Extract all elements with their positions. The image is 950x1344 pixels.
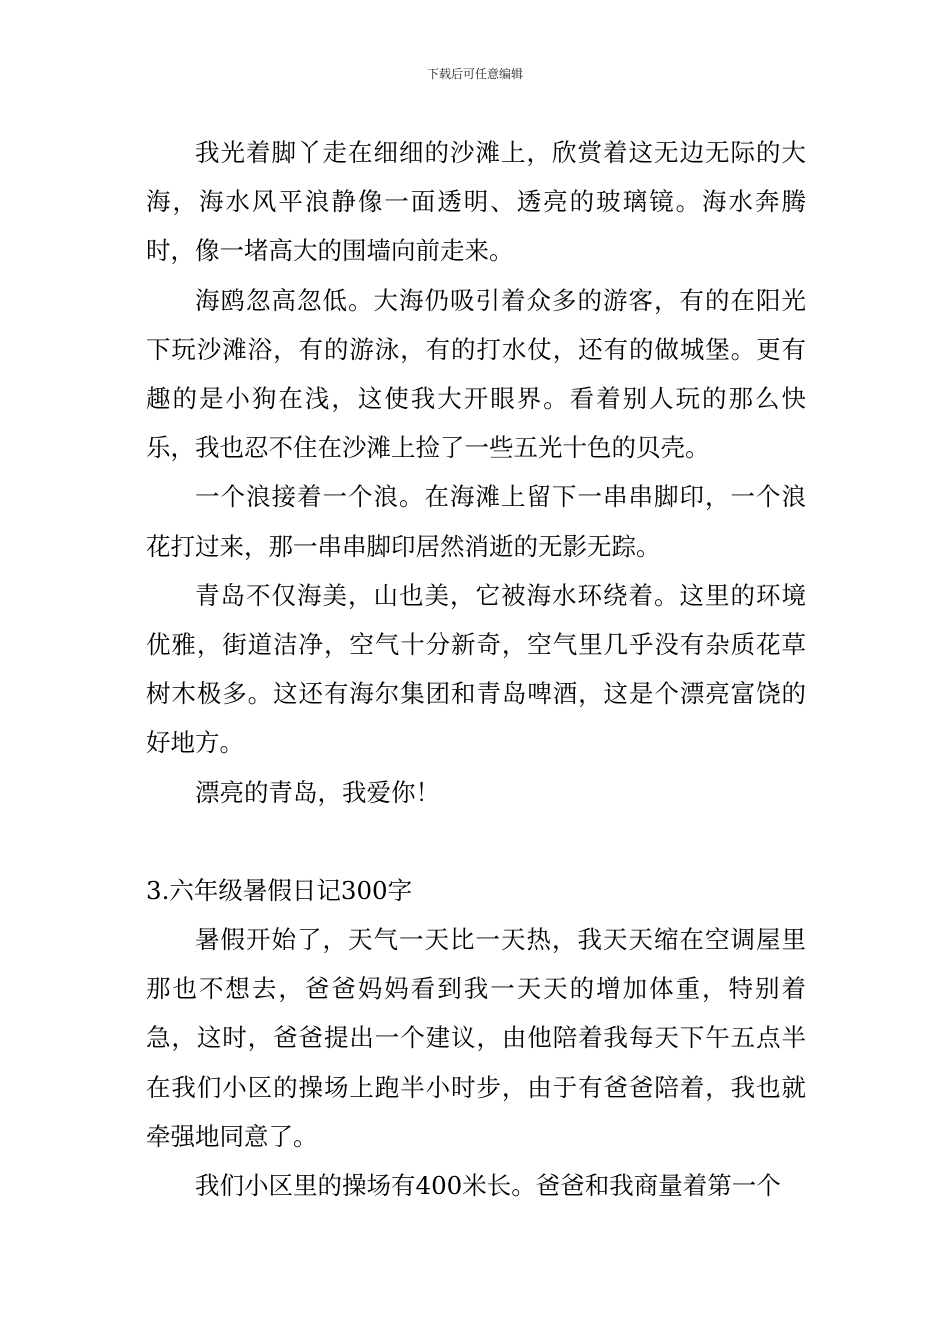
page-header-note: 下载后可任意编辑 xyxy=(426,67,523,81)
paragraph: 一个浪接着一个浪。在海滩上留下一串串脚印，一个浪花打过来，那一串串脚印居然消逝的无影无踪。 xyxy=(146,482,806,561)
paragraph: 暑假开始了，天气一天比一天热，我天天缩在空调屋里那也不想去，爸爸妈妈看到我一天天的增加体重，特别着急，这时，爸爸提出一个建议，由他陪着我每天下午五点半在我们小区的操场上跑半小时步，由于有爸爸陪着，我也就牵强地同意了。 xyxy=(146,925,806,1151)
paragraph: 青岛不仅海美，山也美，它被海水环绕着。这里的环境优雅，街道洁净，空气十分新奇，空气里几乎没有杂质花草树木极多。这还有海尔集团和青岛啤酒，这是个漂亮富饶的好地方。 xyxy=(146,580,806,758)
paragraph: 海鸥忽高忽低。大海仍吸引着众多的游客，有的在阳光下玩沙滩浴，有的游泳，有的打水仗，还有的做城堡。更有趣的是小狗在浅，这使我大开眼界。看着别人玩的那么快乐，我也忍不住在沙滩上捡了一些五光十色的贝壳。 xyxy=(146,285,806,463)
paragraph: 我光着脚丫走在细细的沙滩上，欣赏着这无边无际的大海，海水风平浪静像一面透明、透亮的玻璃镜。海水奔腾时，像一堵高大的围墙向前走来。 xyxy=(146,138,806,266)
section-spacer xyxy=(146,817,806,866)
section-heading: 3.六年级暑假日记300字 xyxy=(146,875,413,905)
document-body xyxy=(146,128,806,1210)
paragraph: 漂亮的青岛，我爱你！ xyxy=(195,777,440,807)
paragraph: 我们小区里的操场有400米长。爸爸和我商量着第一个 xyxy=(195,1171,781,1201)
